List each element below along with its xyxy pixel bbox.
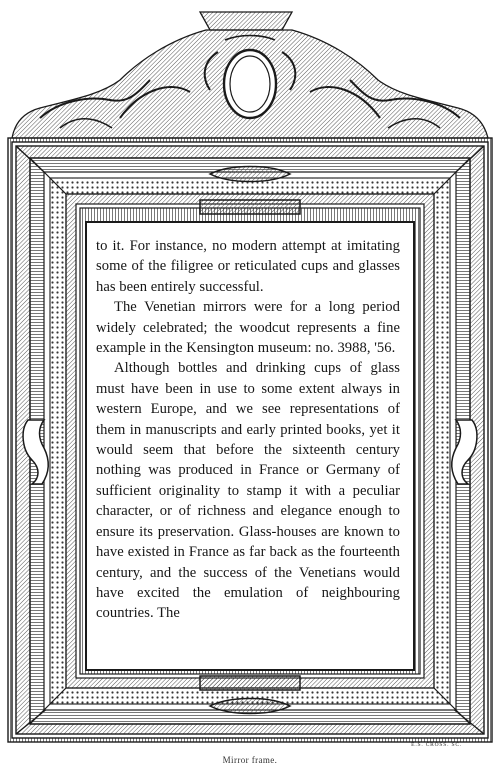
paragraph-1: to it. For instance, no modern attempt at imitating some of the filigree or reticulated cups and glasses has been entirely successful. — [96, 238, 400, 295]
paragraph-3: Although bottles and drinking cups of glass must have been in use to some extent always in western Europe, and we see representations of them in manuscripts and early printed books, yet it would seem that before the sixteenth century nothing was produced in France or Germany of sufficient originality to stamp it with a peculiar character, or of richness and elegance enough to ensure its preservation. Glass-houses are known to have existed in France as far back as the fourteenth century, and the success of the Venetians would have excited the emulation of neighbouring countries. The — [96, 360, 400, 622]
paragraph-2: The Venetian mirrors were for a long period widely celebrated; the woodcut represents a fine example in the Kensington museum: no. 3988, '56. — [96, 299, 400, 357]
engraver-signature: E.S. CROSS. SC. — [411, 742, 462, 748]
figure-caption: Mirror frame. — [222, 755, 278, 765]
text-panel — [92, 232, 402, 664]
crest-ornament — [12, 12, 488, 138]
